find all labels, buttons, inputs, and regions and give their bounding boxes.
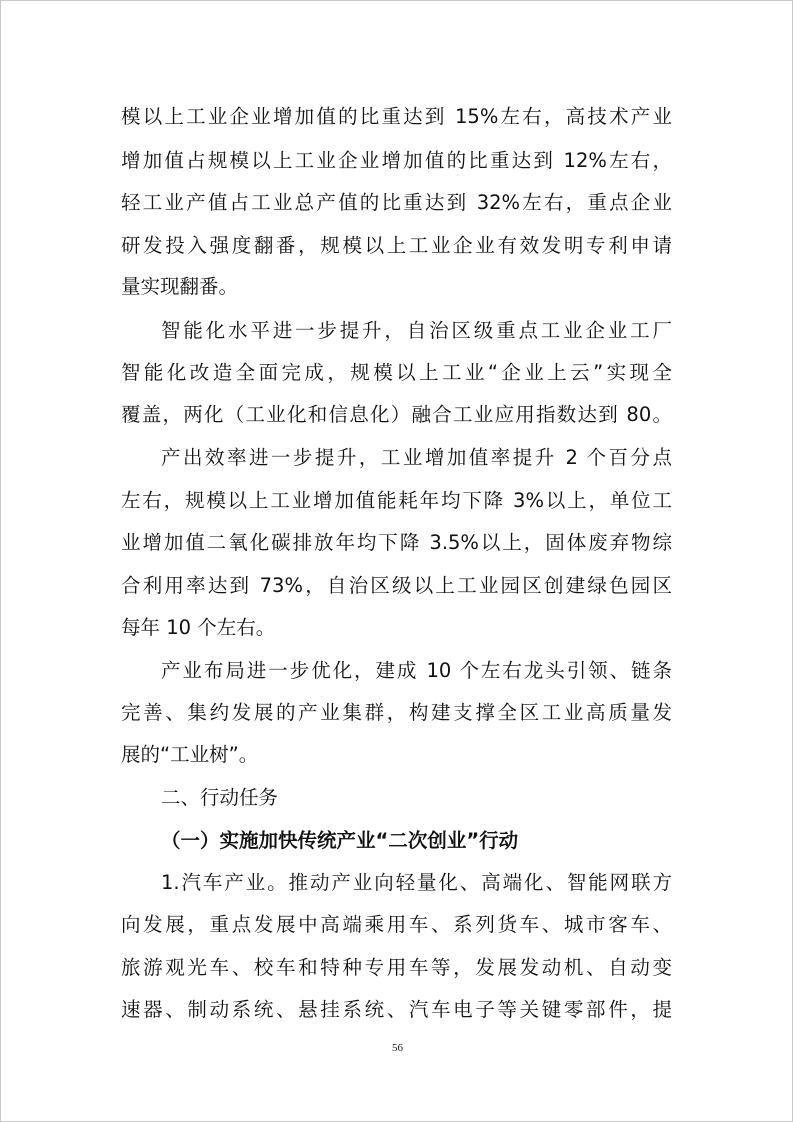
section-heading: 二、行动任务 bbox=[161, 786, 279, 809]
paragraph-line: 轻工业产值占工业总产值的比重达到 32%左右，重点企业 bbox=[121, 191, 672, 214]
subsection-heading: （一）实施加快传统产业“二次创业”行动 bbox=[161, 829, 519, 852]
paragraph-line: 速器、制动系统、悬挂系统、汽车电子等关键零部件，提 bbox=[121, 998, 672, 1021]
paragraph-line: 产业布局进一步优化，建成 10 个左右龙头引领、链条 bbox=[161, 659, 672, 682]
paragraph-line: 研发投入强度翻番，规模以上工业企业有效发明专利申请 bbox=[121, 234, 672, 257]
paragraph-line: 增加值占规模以上工业企业增加值的比重达到 12%左右， bbox=[121, 149, 672, 172]
paragraph-line: 每年 10 个左右。 bbox=[121, 616, 276, 639]
paragraph-line: 量实现翻番。 bbox=[121, 275, 239, 298]
paragraph-line: 展的“工业树”。 bbox=[121, 743, 259, 766]
paragraph-line: 覆盖，两化（工业化和信息化）融合工业应用指数达到 80。 bbox=[121, 403, 672, 426]
paragraph-line: 完善、集约发展的产业集群，构建支撑全区工业高质量发 bbox=[121, 701, 672, 724]
paragraph-line: 智能化改造全面完成，规模以上工业“企业上云”实现全 bbox=[121, 361, 672, 384]
paragraph-line: 向发展，重点发展中高端乘用车、系列货车、城市客车、 bbox=[121, 913, 672, 936]
paragraph-line: 左右，规模以上工业增加值能耗年均下降 3%以上，单位工 bbox=[121, 489, 672, 512]
paragraph-line: 旅游观光车、校车和特种专用车等，发展发动机、自动变 bbox=[121, 956, 672, 979]
paragraph-line: 产出效率进一步提升，工业增加值率提升 2 个百分点 bbox=[161, 446, 672, 469]
page-number: 56 bbox=[392, 1042, 403, 1054]
paragraph-line: 智能化水平进一步提升，自治区级重点工业企业工厂 bbox=[161, 319, 672, 342]
paragraph-line: 业增加值二氧化碳排放年均下降 3.5%以上，固体废弃物综 bbox=[121, 531, 672, 554]
paragraph-line: 模以上工业企业增加值的比重达到 15%左右，高技术产业 bbox=[121, 105, 672, 128]
paragraph-line: 1.汽车产业。推动产业向轻量化、高端化、智能网联方 bbox=[161, 871, 672, 894]
paragraph-line: 合利用率达到 73%，自治区级以上工业园区创建绿色园区 bbox=[121, 574, 672, 597]
